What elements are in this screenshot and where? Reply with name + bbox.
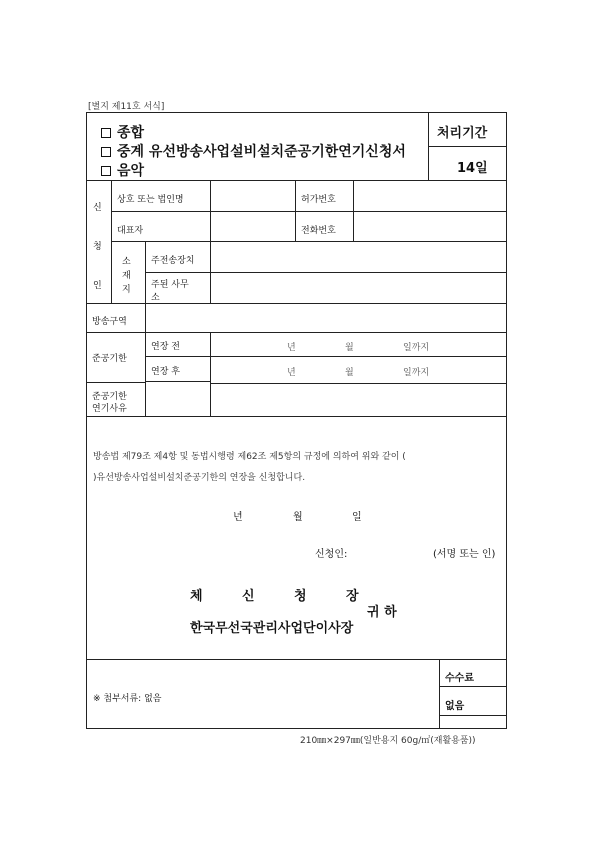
date-year-unit: 년 — [233, 512, 243, 523]
applicant-signature-field[interactable] — [355, 541, 435, 559]
processing-period-value: 14일 — [457, 161, 488, 176]
recipient-char-1: 체 — [190, 589, 203, 604]
applicant-char-3: 인 — [93, 281, 102, 291]
option-label: 음악 — [117, 163, 145, 179]
checkbox-icon[interactable] — [101, 166, 111, 176]
applicant-char-1: 신 — [93, 203, 102, 213]
date-month-unit: 월 — [293, 512, 303, 523]
main-equipment-label: 주전송장치 — [151, 256, 195, 266]
after-until-unit: 일까지 — [403, 368, 430, 378]
fee-value: 없음 — [445, 701, 465, 712]
option-relay[interactable] — [101, 141, 406, 161]
attachments-note: ※ 첨부서류: 없음 — [93, 694, 162, 704]
option-label: 종합 — [117, 125, 145, 141]
fee-label: 수수료 — [445, 673, 474, 684]
option-comprehensive[interactable] — [101, 122, 144, 142]
phone-number-label: 전화번호 — [301, 226, 336, 236]
recipient-char-2: 신 — [242, 589, 255, 604]
license-number-label: 허가번호 — [301, 195, 336, 205]
license-number-field[interactable] — [354, 181, 506, 210]
paper-spec-footer: 210㎜×297㎜(일반용지 60g/㎡(재활용품)) — [300, 736, 476, 746]
statement-line2: )유선방송사업설비설치준공기한의 연장을 신청합니다. — [93, 473, 306, 483]
applicant-signature-label: 신청인: — [315, 549, 348, 560]
before-extension-date-field[interactable] — [211, 333, 506, 355]
before-extension-label: 연장 전 — [151, 342, 180, 352]
before-until-unit: 일까지 — [403, 343, 430, 353]
recipient-honorific: 귀 하 — [367, 605, 397, 620]
checkbox-icon[interactable] — [101, 128, 111, 138]
delay-reason-label-line2: 연기사유 — [92, 404, 127, 414]
form-number-label: [별지 제11호 서식] — [88, 102, 165, 112]
main-equipment-field[interactable] — [211, 242, 506, 272]
recipient-char-4: 장 — [346, 589, 359, 604]
after-year-unit: 년 — [287, 368, 296, 378]
application-form — [86, 112, 507, 729]
company-name-field[interactable] — [211, 181, 294, 210]
date-day-unit: 일 — [352, 512, 362, 523]
recipient-alternate: 한국무선국관리사업단이사장 — [190, 621, 354, 636]
signature-hint: (서명 또는 인) — [433, 549, 496, 560]
phone-number-field[interactable] — [354, 212, 506, 241]
delay-reason-field[interactable] — [211, 384, 506, 415]
location-char-1: 소 — [122, 257, 131, 267]
broadcast-area-label: 방송구역 — [92, 317, 127, 327]
checkbox-icon[interactable] — [101, 147, 111, 157]
delay-reason-label-line1: 준공기한 — [92, 392, 127, 402]
after-extension-label: 연장 후 — [151, 367, 180, 377]
location-char-2: 재 — [122, 271, 131, 281]
company-name-label: 상호 또는 법인명 — [117, 195, 184, 205]
location-char-3: 지 — [122, 285, 131, 295]
statement-line1: 방송법 제79조 제4항 및 동법시행령 제62조 제5항의 규정에 의하여 위와 같이 ( — [93, 452, 406, 462]
after-extension-date-field[interactable] — [211, 357, 506, 381]
main-office-label-line1: 주된 사무 — [151, 280, 189, 290]
processing-period-label: 처리기간 — [437, 126, 488, 141]
option-music[interactable] — [101, 160, 144, 180]
representative-label: 대표자 — [117, 226, 144, 236]
main-office-label-line2: 소 — [151, 293, 160, 303]
before-year-unit: 년 — [287, 343, 296, 353]
recipient-char-3: 청 — [294, 589, 307, 604]
applicant-char-2: 청 — [93, 242, 102, 252]
broadcast-area-field[interactable] — [146, 304, 506, 331]
after-month-unit: 월 — [345, 368, 354, 378]
before-month-unit: 월 — [345, 343, 354, 353]
main-office-field[interactable] — [211, 273, 506, 303]
deadline-label: 준공기한 — [92, 354, 127, 364]
representative-field[interactable] — [211, 212, 294, 241]
option-label: 중계 유선방송사업설비설치준공기한연기신청서 — [117, 144, 406, 160]
